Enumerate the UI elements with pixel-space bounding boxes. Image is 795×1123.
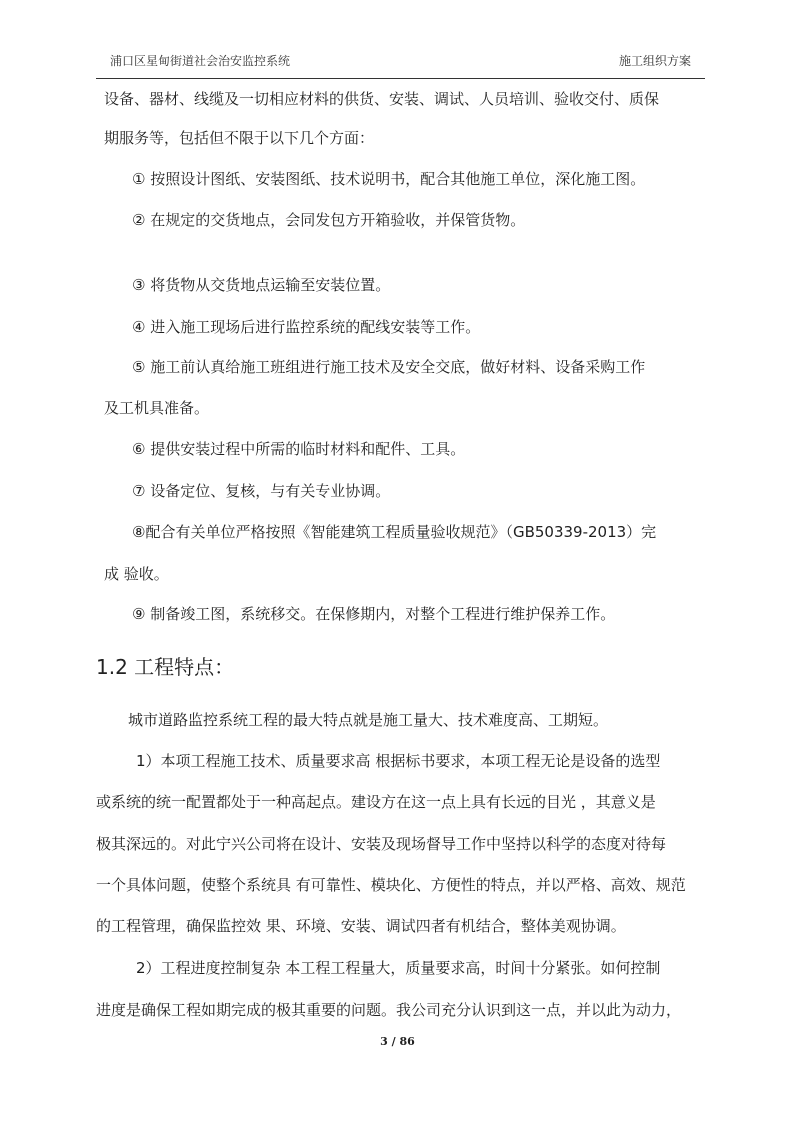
section-heading: 1.2 工程特点： [96, 655, 235, 679]
paragraph-1-line-4: 一个具体问题，使整个系统具 有可靠性、模块化、方便性的特点，并以严格、高效、规范 [96, 876, 686, 894]
paragraph-2-line-1: 2）工程进度控制复杂 本工程工程量大，质量要求高，时间十分紧张。如何控制 [136, 959, 661, 977]
list-item-6: ⑥ 提供安装过程中所需的临时材料和配件、工具。 [132, 440, 466, 458]
list-item-7: ⑦ 设备定位、复核，与有关专业协调。 [132, 482, 391, 500]
paragraph-2-line-2: 进度是确保工程如期完成的极其重要的问题。我公司充分认识到这一点，并以此为动力， [96, 1001, 682, 1019]
features-summary: 城市道路监控系统工程的最大特点就是施工量大、技术难度高、工期短。 [128, 711, 609, 729]
intro-line-2: 期服务等，包括但不限于以下几个方面： [104, 129, 375, 147]
list-item-8-line-2: 成 验收。 [104, 565, 169, 583]
paragraph-1-line-1: 1）本项工程施工技术、质量要求高 根据标书要求，本项工程无论是设备的选型 [136, 752, 661, 770]
paragraph-1-line-2: 或系统的统一配置都处于一种高起点。建设方在这一点上具有长远的目光 ，其意义是 [96, 793, 656, 811]
page-number: 3 / 86 [380, 1035, 415, 1048]
list-item-5-line-2: 及工机具准备。 [104, 399, 210, 417]
list-item-8-line-1: ⑧配合有关单位严格按照《智能建筑工程质量验收规范》（GB50339-2013）完 [132, 523, 657, 541]
list-item-2: ② 在规定的交货地点，会同发包方开箱验收，并保管货物。 [132, 211, 526, 229]
list-item-4: ④ 进入施工现场后进行监控系统的配线安装等工作。 [132, 318, 481, 336]
list-item-5-line-1: ⑤ 施工前认真给施工班组进行施工技术及安全交底，做好材料、设备采购工作 [132, 358, 646, 376]
list-item-3: ③ 将货物从交货地点运输至安装位置。 [132, 276, 391, 294]
header-document-title: 施工组织方案 [618, 54, 691, 68]
paragraph-1-line-3: 极其深远的。对此宁兴公司将在设计、安装及现场督导工作中坚持以科学的态度对待每 [96, 835, 667, 853]
paragraph-1-line-5: 的工程管理，确保监控效 果、环境、安装、调试四者有机结合，整体美观协调。 [96, 917, 626, 935]
header-project-title: 浦口区星甸街道社会治安监控系统 [110, 54, 291, 68]
list-item-1: ① 按照设计图纸、安装图纸、技术说明书，配合其他施工单位，深化施工图。 [132, 170, 646, 188]
page-header [96, 48, 705, 79]
intro-line-1: 设备、器材、线缆及一切相应材料的供货、安装、调试、人员培训、验收交付、质保 [104, 90, 660, 108]
list-item-9: ⑨ 制备竣工图，系统移交。在保修期内，对整个工程进行维护保养工作。 [132, 605, 616, 623]
